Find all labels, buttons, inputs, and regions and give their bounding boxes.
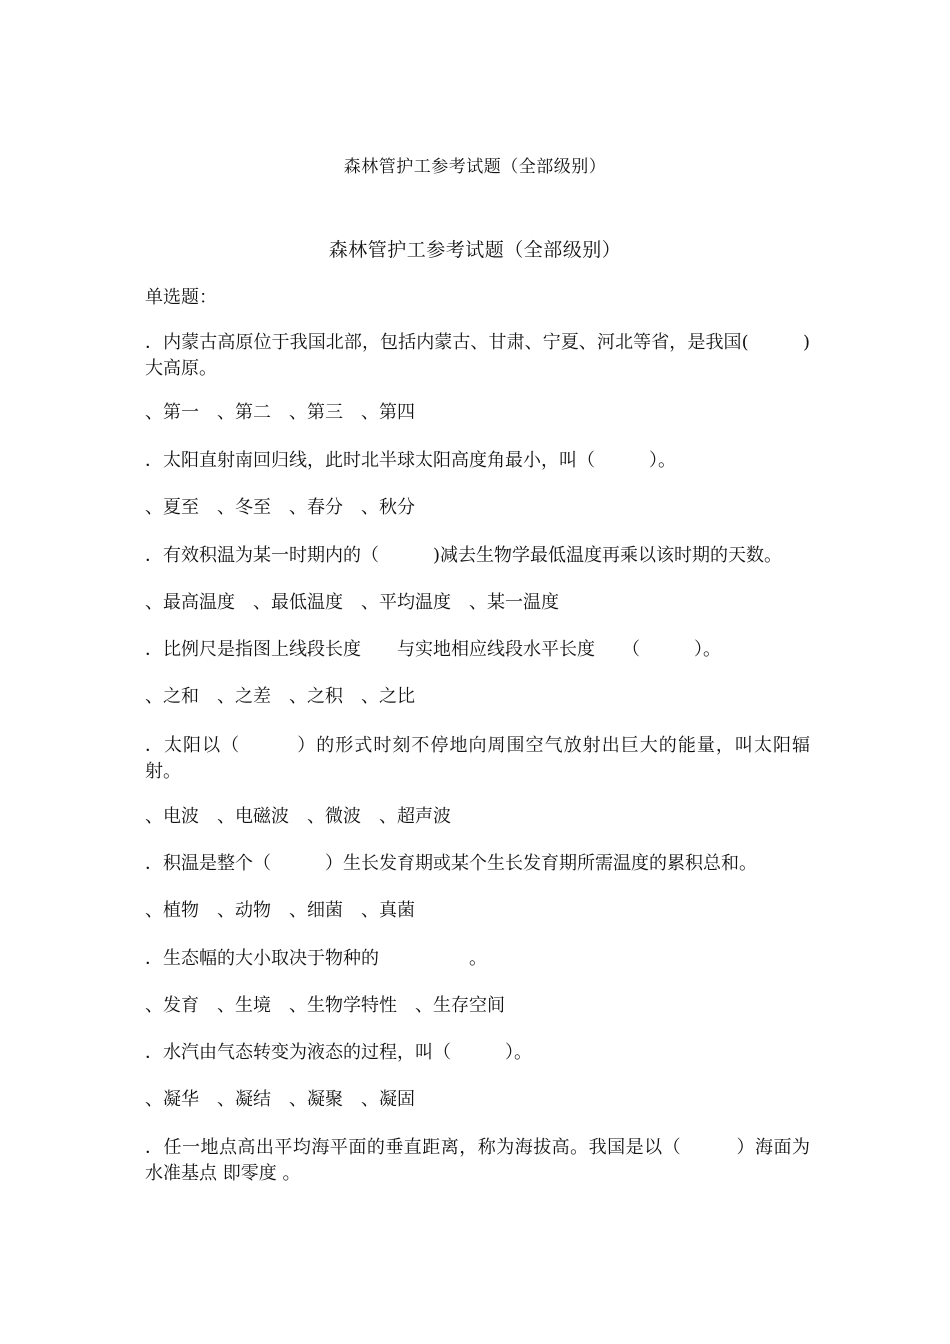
question-3: ．有效积温为某一时期内的（ )减去生物学最低温度再乘以该时期的天数。 xyxy=(145,545,783,566)
question-6: ．积温是整个（ ）生长发育期或某个生长发育期所需温度的累积总和。 xyxy=(145,853,757,874)
question-4-options: 、之和 、之差 、之积 、之比 xyxy=(145,686,415,707)
running-header: 森林管护工参考试题（全部级别） xyxy=(343,157,607,177)
question-4: ．比例尺是指图上线段长度 与实地相应线段水平长度 （ ）。 xyxy=(145,639,721,660)
question-7-options: 、发育 、生境 、生物学特性 、生存空间 xyxy=(145,995,505,1016)
question-8-options: 、凝华 、凝结 、凝聚 、凝固 xyxy=(145,1089,415,1110)
question-1: ．内蒙古高原位于我国北部，包括内蒙古、甘肃、宁夏、河北等省，是我国( )大高原。 xyxy=(145,332,810,379)
question-2-options: 、夏至 、冬至 、春分 、秋分 xyxy=(145,497,415,518)
document-title: 森林管护工参考试题（全部级别） xyxy=(328,239,622,261)
question-2: ．太阳直射南回归线，此时北半球太阳高度角最小，叫（ ）。 xyxy=(145,450,676,471)
question-5: ．太阳以（ ）的形式时刻不停地向周围空气放射出巨大的能量，叫太阳辐射。 xyxy=(145,735,810,782)
question-7: ．生态幅的大小取决于物种的 。 xyxy=(145,948,487,969)
question-9: ．任一地点高出平均海平面的垂直距离，称为海拔高。我国是以（ ）海面为水准基点 即零度 。 xyxy=(145,1137,810,1184)
question-1-options: 、第一 、第二 、第三 、第四 xyxy=(145,402,415,423)
question-3-options: 、最高温度 、最低温度 、平均温度 、某一温度 xyxy=(145,592,559,613)
section-label: 单选题： xyxy=(145,287,217,308)
question-5-options: 、电波 、电磁波 、微波 、超声波 xyxy=(145,806,451,827)
question-8: ．水汽由气态转变为液态的过程，叫（ ）。 xyxy=(145,1042,532,1063)
question-6-options: 、植物 、动物 、细菌 、真菌 xyxy=(145,900,415,921)
